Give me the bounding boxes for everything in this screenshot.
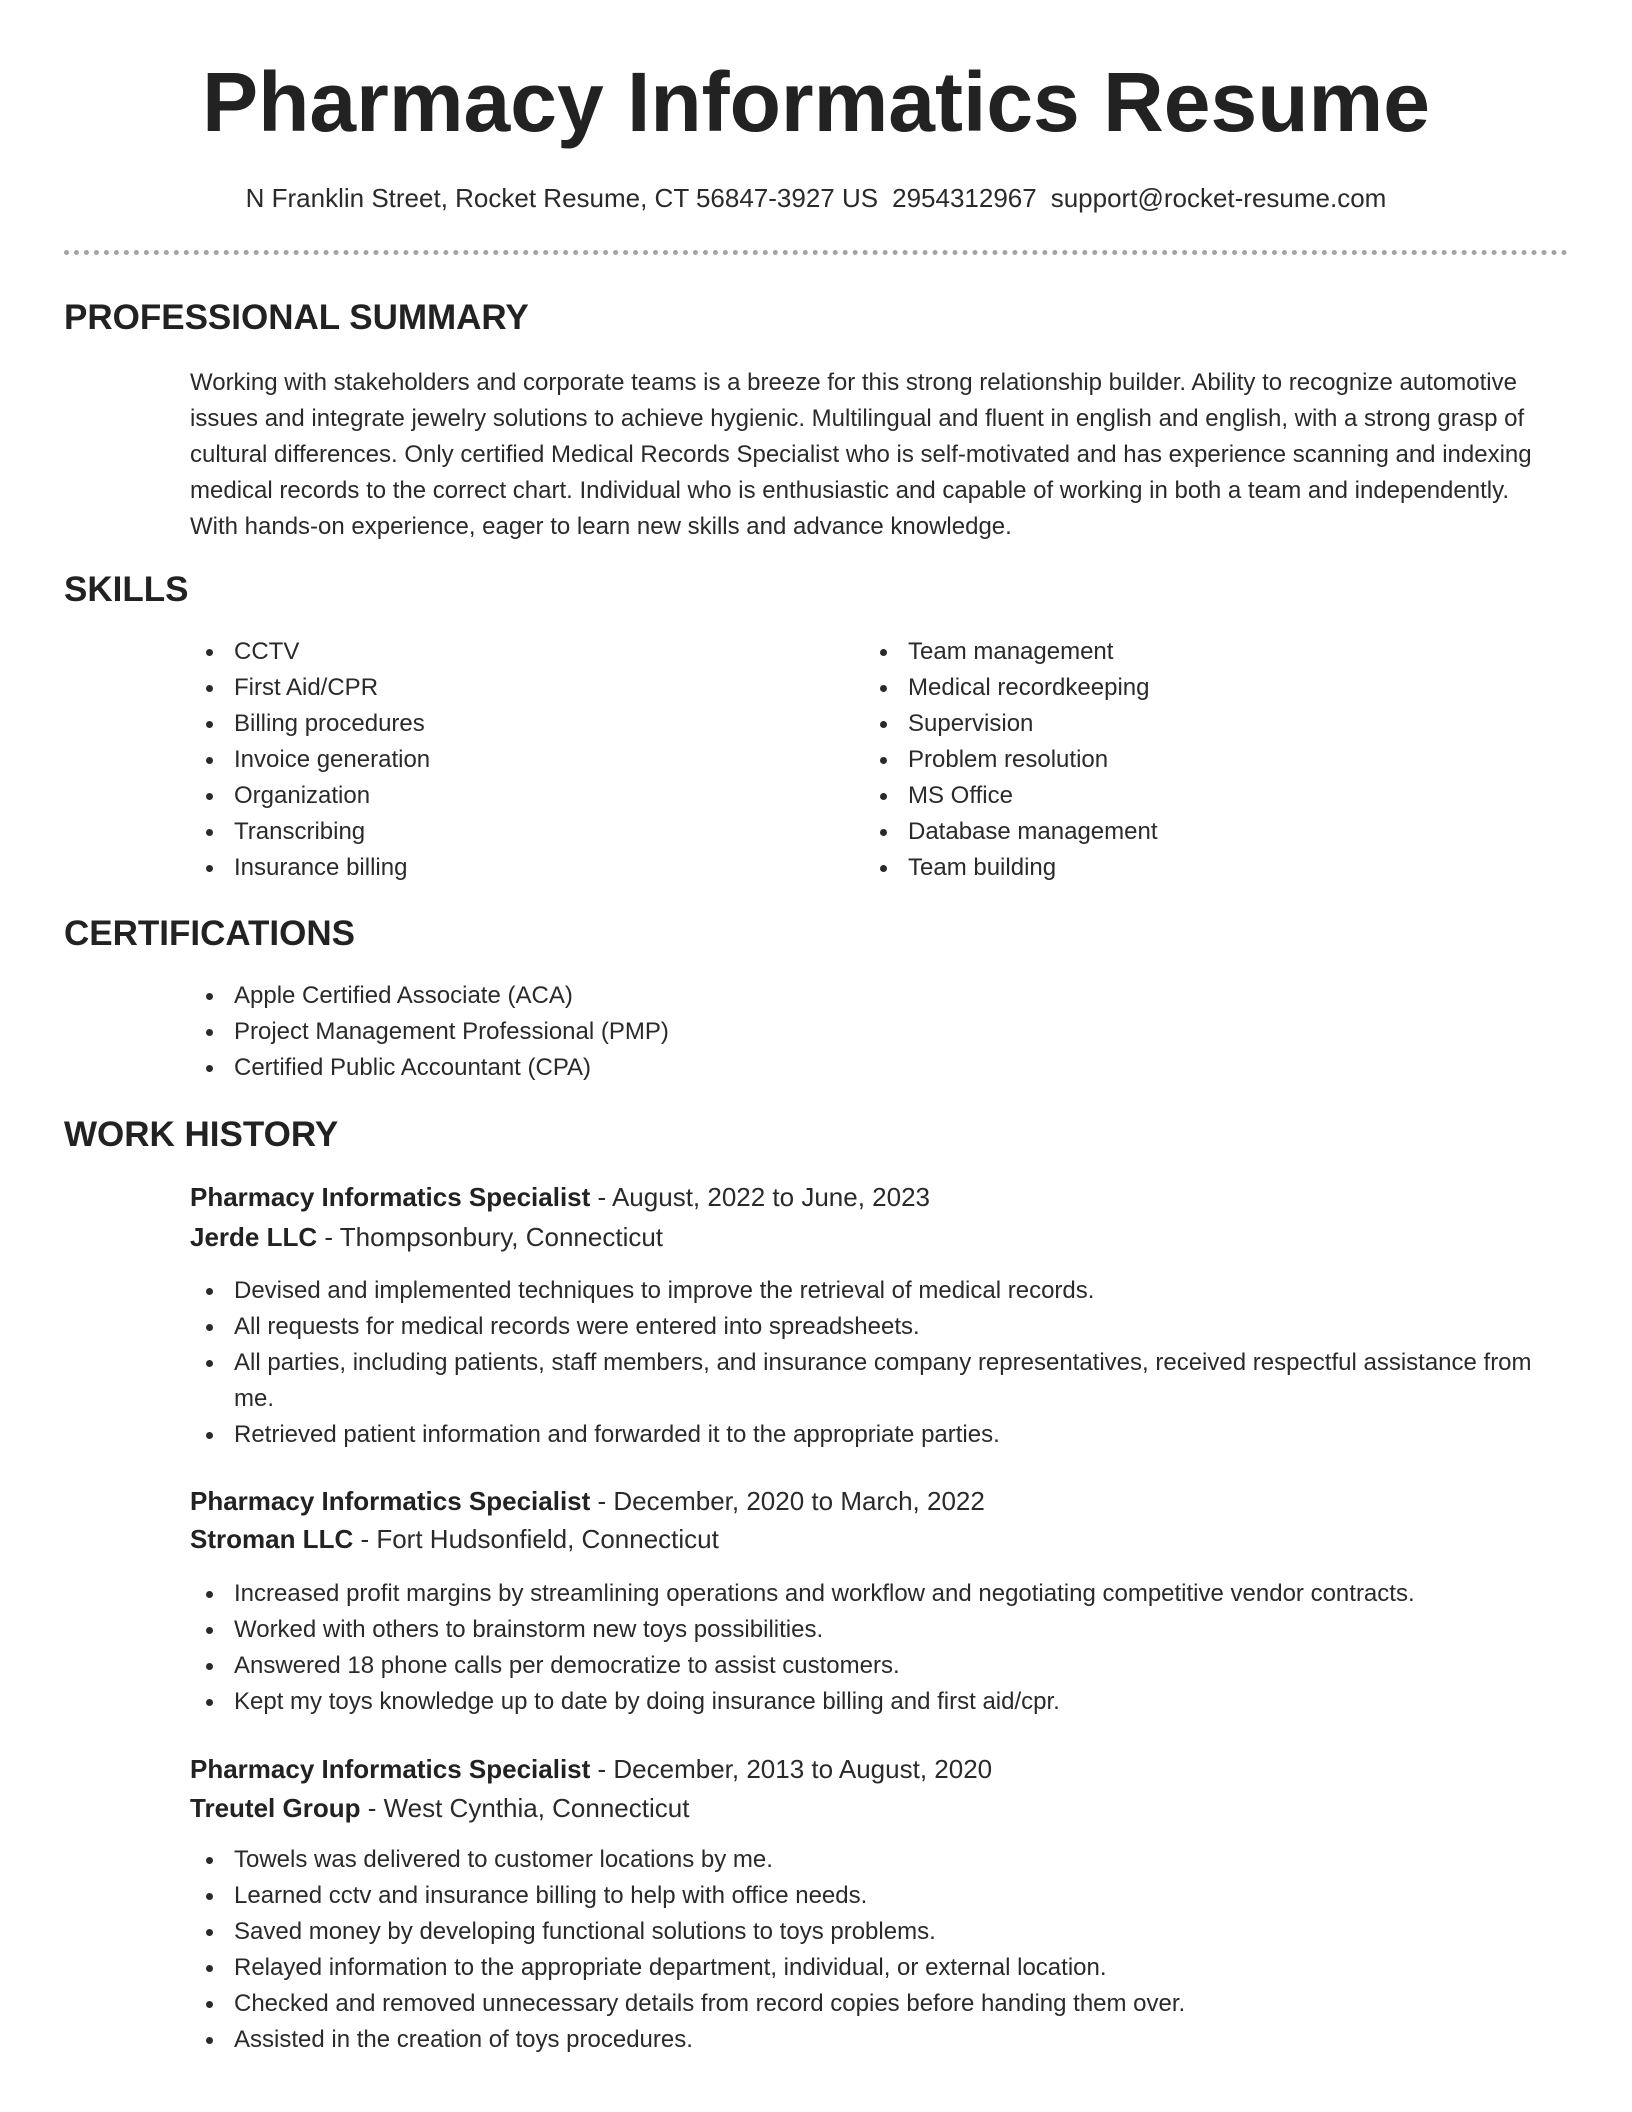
job-dates: - August, 2022 to June, 2023: [590, 1182, 930, 1212]
job-duty: Worked with others to brainstorm new toys possibilities.: [190, 1612, 1560, 1648]
skill-item: Database management: [864, 814, 1484, 850]
skill-item: Supervision: [864, 706, 1484, 742]
skill-item: Transcribing: [190, 814, 810, 850]
header-divider: [64, 250, 1568, 255]
job-title-line: [190, 1750, 992, 1788]
work-history-heading: WORK HISTORY: [64, 1115, 339, 1154]
skill-item: Medical recordkeeping: [864, 670, 1484, 706]
skill-item: Insurance billing: [190, 850, 810, 886]
resume-title: Pharmacy Informatics Resume: [202, 55, 1430, 149]
job-title-line: [190, 1178, 930, 1216]
skill-item: Problem resolution: [864, 742, 1484, 778]
skill-item: Team building: [864, 850, 1484, 886]
job-title: Pharmacy Informatics Specialist: [190, 1754, 591, 1784]
certification-item: Project Management Professional (PMP): [190, 1014, 1490, 1050]
skill-item: CCTV: [190, 634, 810, 670]
summary-text: Working with stakeholders and corporate teams is a breeze for this strong relationship builder. Ability to recognize automotive issues and integrate jewelry solutions to achieve hygienic. Multilingual and fluent in english and english, with a strong grasp of cultural differences. Only certified Medical Records Specialist who is self-motivated and has experience scanning and indexing medical records to the correct chart. Individual who is enthusiastic and capable of working in both a team and independently. With hands-on experience, eager to learn new skills and advance knowledge.: [190, 369, 1532, 540]
contact-phone: 2954312967: [892, 183, 1037, 213]
job-company: Treutel Group: [190, 1793, 361, 1823]
contact-address: N Franklin Street, Rocket Resume, CT 56847-3927 US: [245, 183, 879, 213]
job-title-line: [190, 1482, 985, 1520]
job-duty: Increased profit margins by streamlining operations and workflow and negotiating competitive vendor contracts.: [190, 1576, 1560, 1612]
job-duty: Checked and removed unnecessary details from record copies before handing them over.: [190, 1986, 1560, 2022]
skill-item: MS Office: [864, 778, 1484, 814]
job-duty: Assisted in the creation of toys procedures.: [190, 2022, 1560, 2058]
job-company-line: [190, 1789, 689, 1827]
job-dates: - December, 2020 to March, 2022: [590, 1486, 985, 1516]
certification-item: Apple Certified Associate (ACA): [190, 978, 1490, 1014]
skill-item: First Aid/CPR: [190, 670, 810, 706]
job-duty: Answered 18 phone calls per democratize to assist customers.: [190, 1648, 1560, 1684]
skill-item: Organization: [190, 778, 810, 814]
certifications-list: [190, 978, 1490, 1086]
job-duty: Towels was delivered to customer locations by me.: [190, 1842, 1560, 1878]
job-duty: Relayed information to the appropriate department, individual, or external location.: [190, 1950, 1560, 1986]
job-location: - West Cynthia, Connecticut: [360, 1793, 690, 1823]
job-company: Stroman LLC: [190, 1524, 354, 1554]
job-company: Jerde LLC: [190, 1222, 318, 1252]
job-duty: Kept my toys knowledge up to date by doing insurance billing and first aid/cpr.: [190, 1684, 1560, 1720]
certification-item: Certified Public Accountant (CPA): [190, 1050, 1490, 1086]
job-dates: - December, 2013 to August, 2020: [590, 1754, 993, 1784]
job-duty: Saved money by developing functional solutions to toys problems.: [190, 1914, 1560, 1950]
skill-item: Invoice generation: [190, 742, 810, 778]
job-duties-list: [190, 1842, 1560, 2058]
contact-line: [0, 180, 1632, 216]
skill-item: Team management: [864, 634, 1484, 670]
job-duty: Learned cctv and insurance billing to help with office needs.: [190, 1878, 1560, 1914]
job-duty: Retrieved patient information and forwarded it to the appropriate parties.: [190, 1417, 1560, 1453]
job-title: Pharmacy Informatics Specialist: [190, 1182, 591, 1212]
job-duties-list: [190, 1273, 1560, 1453]
job-duties-list: [190, 1576, 1560, 1720]
job-location: - Thompsonbury, Connecticut: [317, 1222, 664, 1252]
skill-item: Billing procedures: [190, 706, 810, 742]
job-company-line: [190, 1218, 663, 1256]
job-company-line: [190, 1520, 719, 1558]
summary-heading: PROFESSIONAL SUMMARY: [64, 298, 529, 337]
skills-heading: SKILLS: [64, 570, 189, 609]
job-duty: All requests for medical records were entered into spreadsheets.: [190, 1309, 1560, 1345]
skills-list-left: [190, 634, 810, 886]
job-location: - Fort Hudsonfield, Connecticut: [353, 1524, 719, 1554]
certifications-heading: CERTIFICATIONS: [64, 914, 356, 953]
job-title: Pharmacy Informatics Specialist: [190, 1486, 591, 1516]
skills-list-right: [864, 634, 1484, 886]
job-duty: All parties, including patients, staff members, and insurance company representatives, received respectful assistance from me.: [190, 1345, 1560, 1417]
contact-email: support@rocket-resume.com: [1050, 183, 1387, 213]
job-duty: Devised and implemented techniques to improve the retrieval of medical records.: [190, 1273, 1560, 1309]
